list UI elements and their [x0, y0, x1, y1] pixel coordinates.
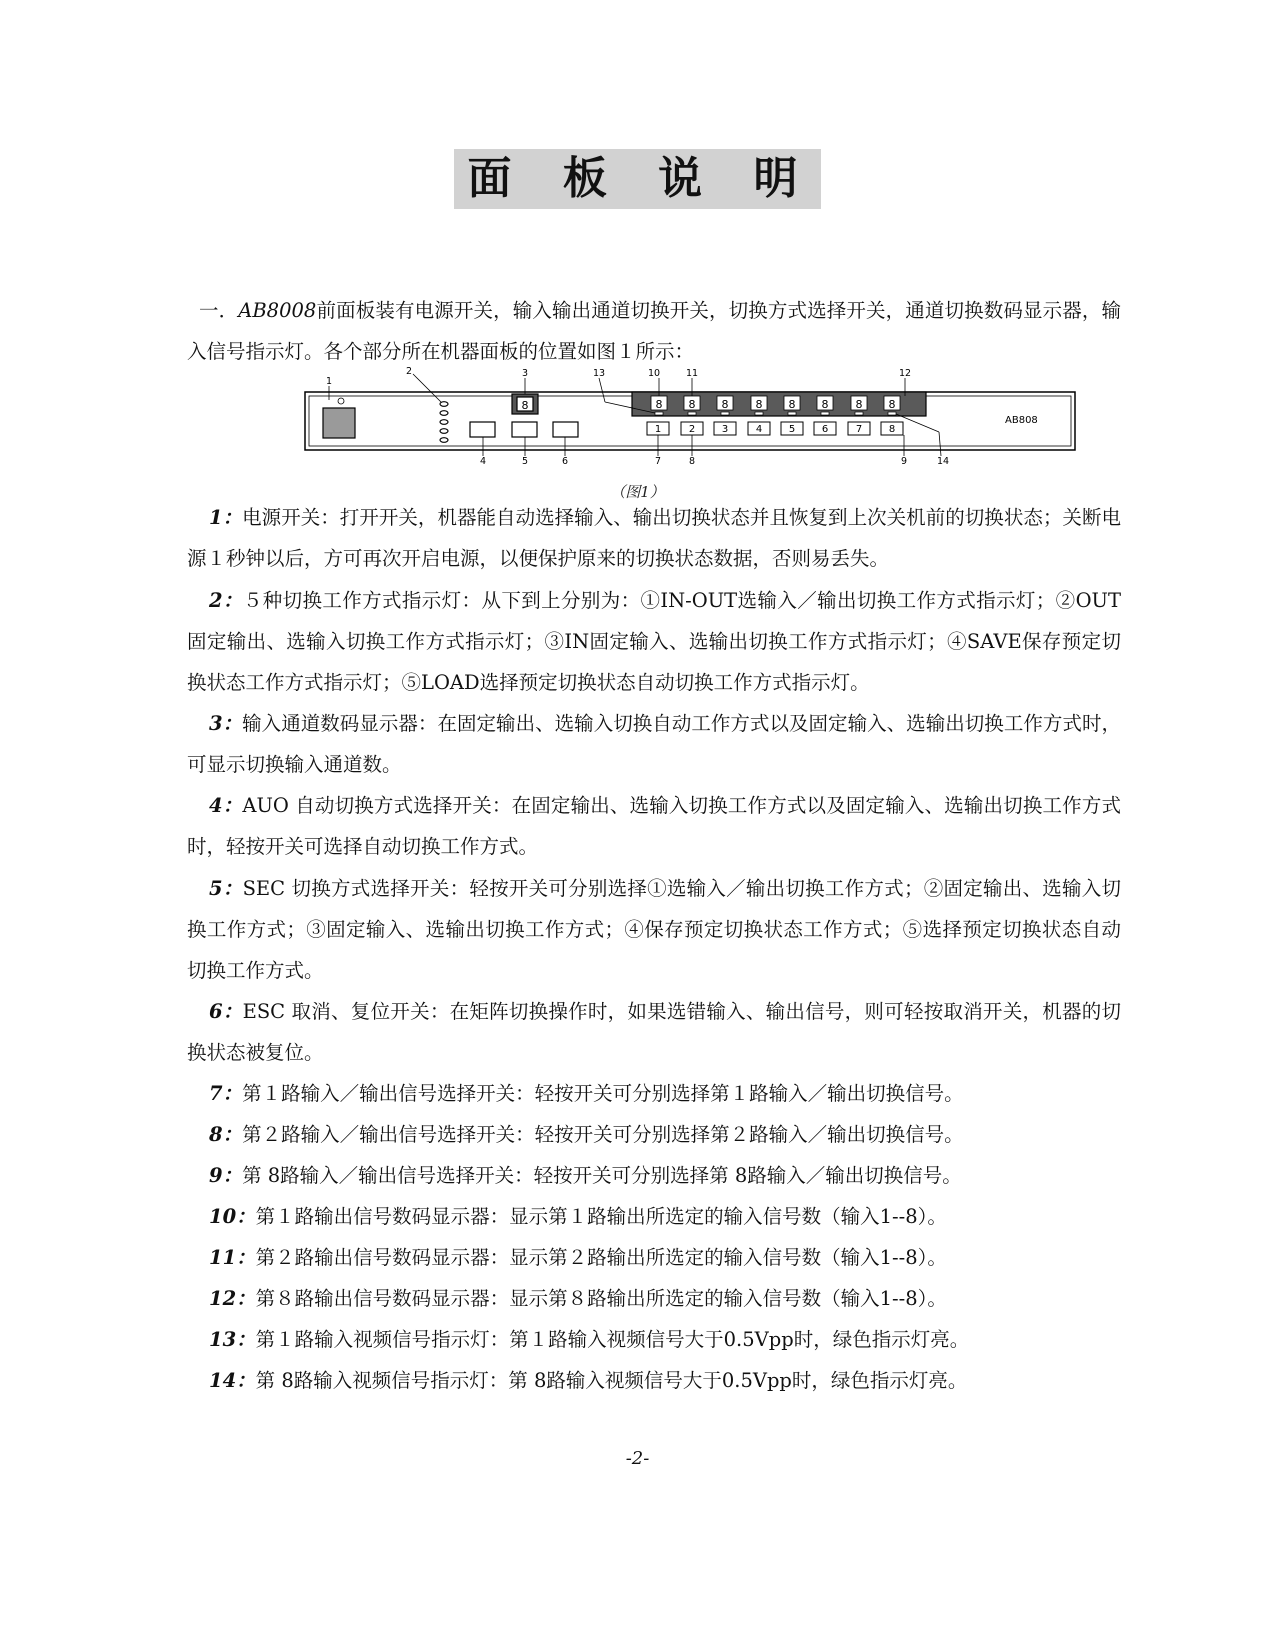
- channel-button-label: 3: [721, 424, 729, 435]
- mode-led: [440, 411, 448, 416]
- callout-6: 6: [561, 456, 569, 467]
- channel-button-label: 8: [888, 424, 896, 435]
- item-2: [187, 580, 1121, 703]
- leader-line: [599, 378, 605, 402]
- power-switch: [323, 408, 355, 438]
- power-indicator: [338, 398, 344, 404]
- item-number: 9：: [209, 1164, 243, 1187]
- sec-button: [512, 422, 537, 437]
- item-text: 输入通道数码显示器：在固定输出、选输入切换自动工作方式以及固定输入、选输出切换工作方式时，可显示切换输入通道数。: [187, 712, 1121, 776]
- page-number: -2-: [625, 1448, 650, 1469]
- signal-led: [721, 412, 729, 415]
- item-number: 6：: [209, 1000, 243, 1023]
- item-text: 第２路输入／输出信号选择开关：轻按开关可分别选择第２路输入／输出切换信号。: [242, 1123, 964, 1146]
- output-display-glyph: 8: [688, 398, 696, 411]
- intro-prefix: 一．: [199, 299, 239, 322]
- callout-14: 14: [936, 456, 950, 467]
- callout-3: 3: [521, 368, 529, 379]
- esc-button: [553, 422, 578, 437]
- output-display-glyph: 8: [821, 398, 829, 411]
- signal-led: [821, 412, 829, 415]
- output-display-glyph: 8: [855, 398, 863, 411]
- item-number: 10：: [209, 1205, 256, 1228]
- callout-9: 9: [900, 456, 908, 467]
- output-display-glyph: 8: [655, 398, 663, 411]
- item-number: 12：: [209, 1287, 256, 1310]
- item-11: [187, 1237, 1121, 1278]
- signal-led: [755, 412, 763, 415]
- mode-led: [440, 438, 448, 443]
- item-10: [187, 1196, 1121, 1237]
- leader-line: [413, 374, 441, 402]
- item-text: 第１路输出信号数码显示器：显示第１路输出所选定的输入信号数（输入1--8）。: [255, 1205, 947, 1228]
- item-number: 1：: [209, 506, 243, 529]
- mode-led: [440, 429, 448, 434]
- item-9: [187, 1155, 1121, 1196]
- item-number: 11：: [209, 1246, 256, 1269]
- item-text: 第 8路输入视频信号指示灯：第 8路输入视频信号大于0.5Vpp时，绿色指示灯亮。: [255, 1369, 968, 1392]
- callout-12: 12: [898, 368, 912, 379]
- callout-1: 1: [325, 376, 333, 387]
- channel-button-label: 5: [788, 424, 796, 435]
- item-4: [187, 785, 1121, 867]
- callout-2: 2: [405, 366, 413, 377]
- channel-button-label: 1: [654, 424, 662, 435]
- callout-13: 13: [592, 368, 606, 379]
- item-6: [187, 991, 1121, 1073]
- item-text: SEC 切换方式选择开关：轻按开关可分别选择①选输入／输出切换工作方式；②固定输出、选输入切换工作方式；③固定输入、选输出切换工作方式；④保存预定切换状态工作方式；⑤选择预定切换状态自动切换工作方式。: [187, 877, 1121, 982]
- figure-caption: （图1）: [610, 483, 665, 501]
- output-display-glyph: 8: [755, 398, 763, 411]
- callout-5: 5: [521, 456, 529, 467]
- item-text: 电源开关：打开开关，机器能自动选择输入、输出切换状态并且恢复到上次关机前的切换状态；关断电源１秒钟以后，方可再次开启电源，以便保护原来的切换状态数据，否则易丢失。: [187, 506, 1121, 570]
- item-number: 5：: [209, 877, 243, 900]
- signal-led: [688, 412, 696, 415]
- callout-8: 8: [688, 456, 696, 467]
- channel-button-label: 4: [755, 424, 763, 435]
- item-number: 3：: [209, 712, 243, 735]
- item-1: [187, 497, 1121, 579]
- item-number: 7：: [209, 1082, 243, 1105]
- channel-button-label: 7: [855, 424, 863, 435]
- item-text: 第１路输入／输出信号选择开关：轻按开关可分别选择第１路输入／输出切换信号。: [242, 1082, 964, 1105]
- item-text: ESC 取消、复位开关：在矩阵切换操作时，如果选错输入、输出信号，则可轻按取消开关，机器的切换状态被复位。: [187, 1000, 1121, 1064]
- item-number: 8：: [209, 1123, 243, 1146]
- item-text: 第２路输出信号数码显示器：显示第２路输出所选定的输入信号数（输入1--8）。: [255, 1246, 947, 1269]
- item-text: 第 8路输入／输出信号选择开关：轻按开关可分别选择第 8路输入／输出切换信号。: [242, 1164, 962, 1187]
- signal-led: [655, 412, 663, 415]
- intro-text: 前面板装有电源开关，输入输出通道切换开关，切换方式选择开关，通道切换数码显示器，输入信号指示灯。各个部分所在机器面板的位置如图１所示：: [187, 299, 1121, 363]
- signal-led: [888, 412, 896, 415]
- item-8: [187, 1114, 1121, 1155]
- channel-button-label: 2: [688, 424, 696, 435]
- callout-10: 10: [647, 368, 661, 379]
- item-12: [187, 1278, 1121, 1319]
- item-13: [187, 1319, 1121, 1360]
- item-text: 第８路输出信号数码显示器：显示第８路输出所选定的输入信号数（输入1--8）。: [255, 1287, 947, 1310]
- item-text: 第１路输入视频信号指示灯：第１路输入视频信号大于0.5Vpp时，绿色指示灯亮。: [255, 1328, 970, 1351]
- output-display-glyph: 8: [721, 398, 729, 411]
- intro-paragraph: [187, 290, 1121, 372]
- signal-led: [788, 412, 796, 415]
- item-7: [187, 1073, 1121, 1114]
- item-number: 13：: [209, 1328, 256, 1351]
- item-number: 14：: [209, 1369, 256, 1392]
- callout-11: 11: [685, 368, 699, 379]
- leader-line: [939, 432, 941, 456]
- mode-led: [440, 402, 448, 407]
- output-display-glyph: 8: [888, 398, 896, 411]
- callout-7: 7: [654, 456, 662, 467]
- auo-button: [470, 422, 495, 437]
- item-text: AUO 自动切换方式选择开关：在固定输出、选输入切换工作方式以及固定输入、选输出切换工作方式时，轻按开关可选择自动切换工作方式。: [187, 794, 1121, 858]
- item-5: [187, 868, 1121, 991]
- output-display-strip: [632, 392, 926, 416]
- page-title: 面 板 说 明: [454, 149, 822, 209]
- mode-led: [440, 420, 448, 425]
- front-panel-diagram: [305, 366, 1125, 490]
- signal-led: [855, 412, 863, 415]
- title-wrap: [0, 149, 1275, 209]
- item-number: 2：: [209, 589, 243, 612]
- output-display-glyph: 8: [788, 398, 796, 411]
- model-label: AB808: [1005, 415, 1038, 426]
- channel-button-label: 6: [821, 424, 829, 435]
- input-display-glyph: 8: [521, 399, 529, 412]
- intro-model: AB8008: [238, 299, 317, 322]
- callout-4: 4: [479, 456, 487, 467]
- item-number: 4：: [209, 794, 243, 817]
- item-text: ５种切换工作方式指示灯：从下到上分别为：①IN-OUT选输入／输出切换工作方式指示灯；②OUT固定输出、选输入切换工作方式指示灯；③IN固定输入、选输出切换工作方式指示灯；④SAVE保存预定切换状态工作方式指示灯；⑤LOAD选择预定切换状态自动切换工作方式指示灯。: [187, 589, 1121, 694]
- item-3: [187, 703, 1121, 785]
- item-14: [187, 1360, 1121, 1401]
